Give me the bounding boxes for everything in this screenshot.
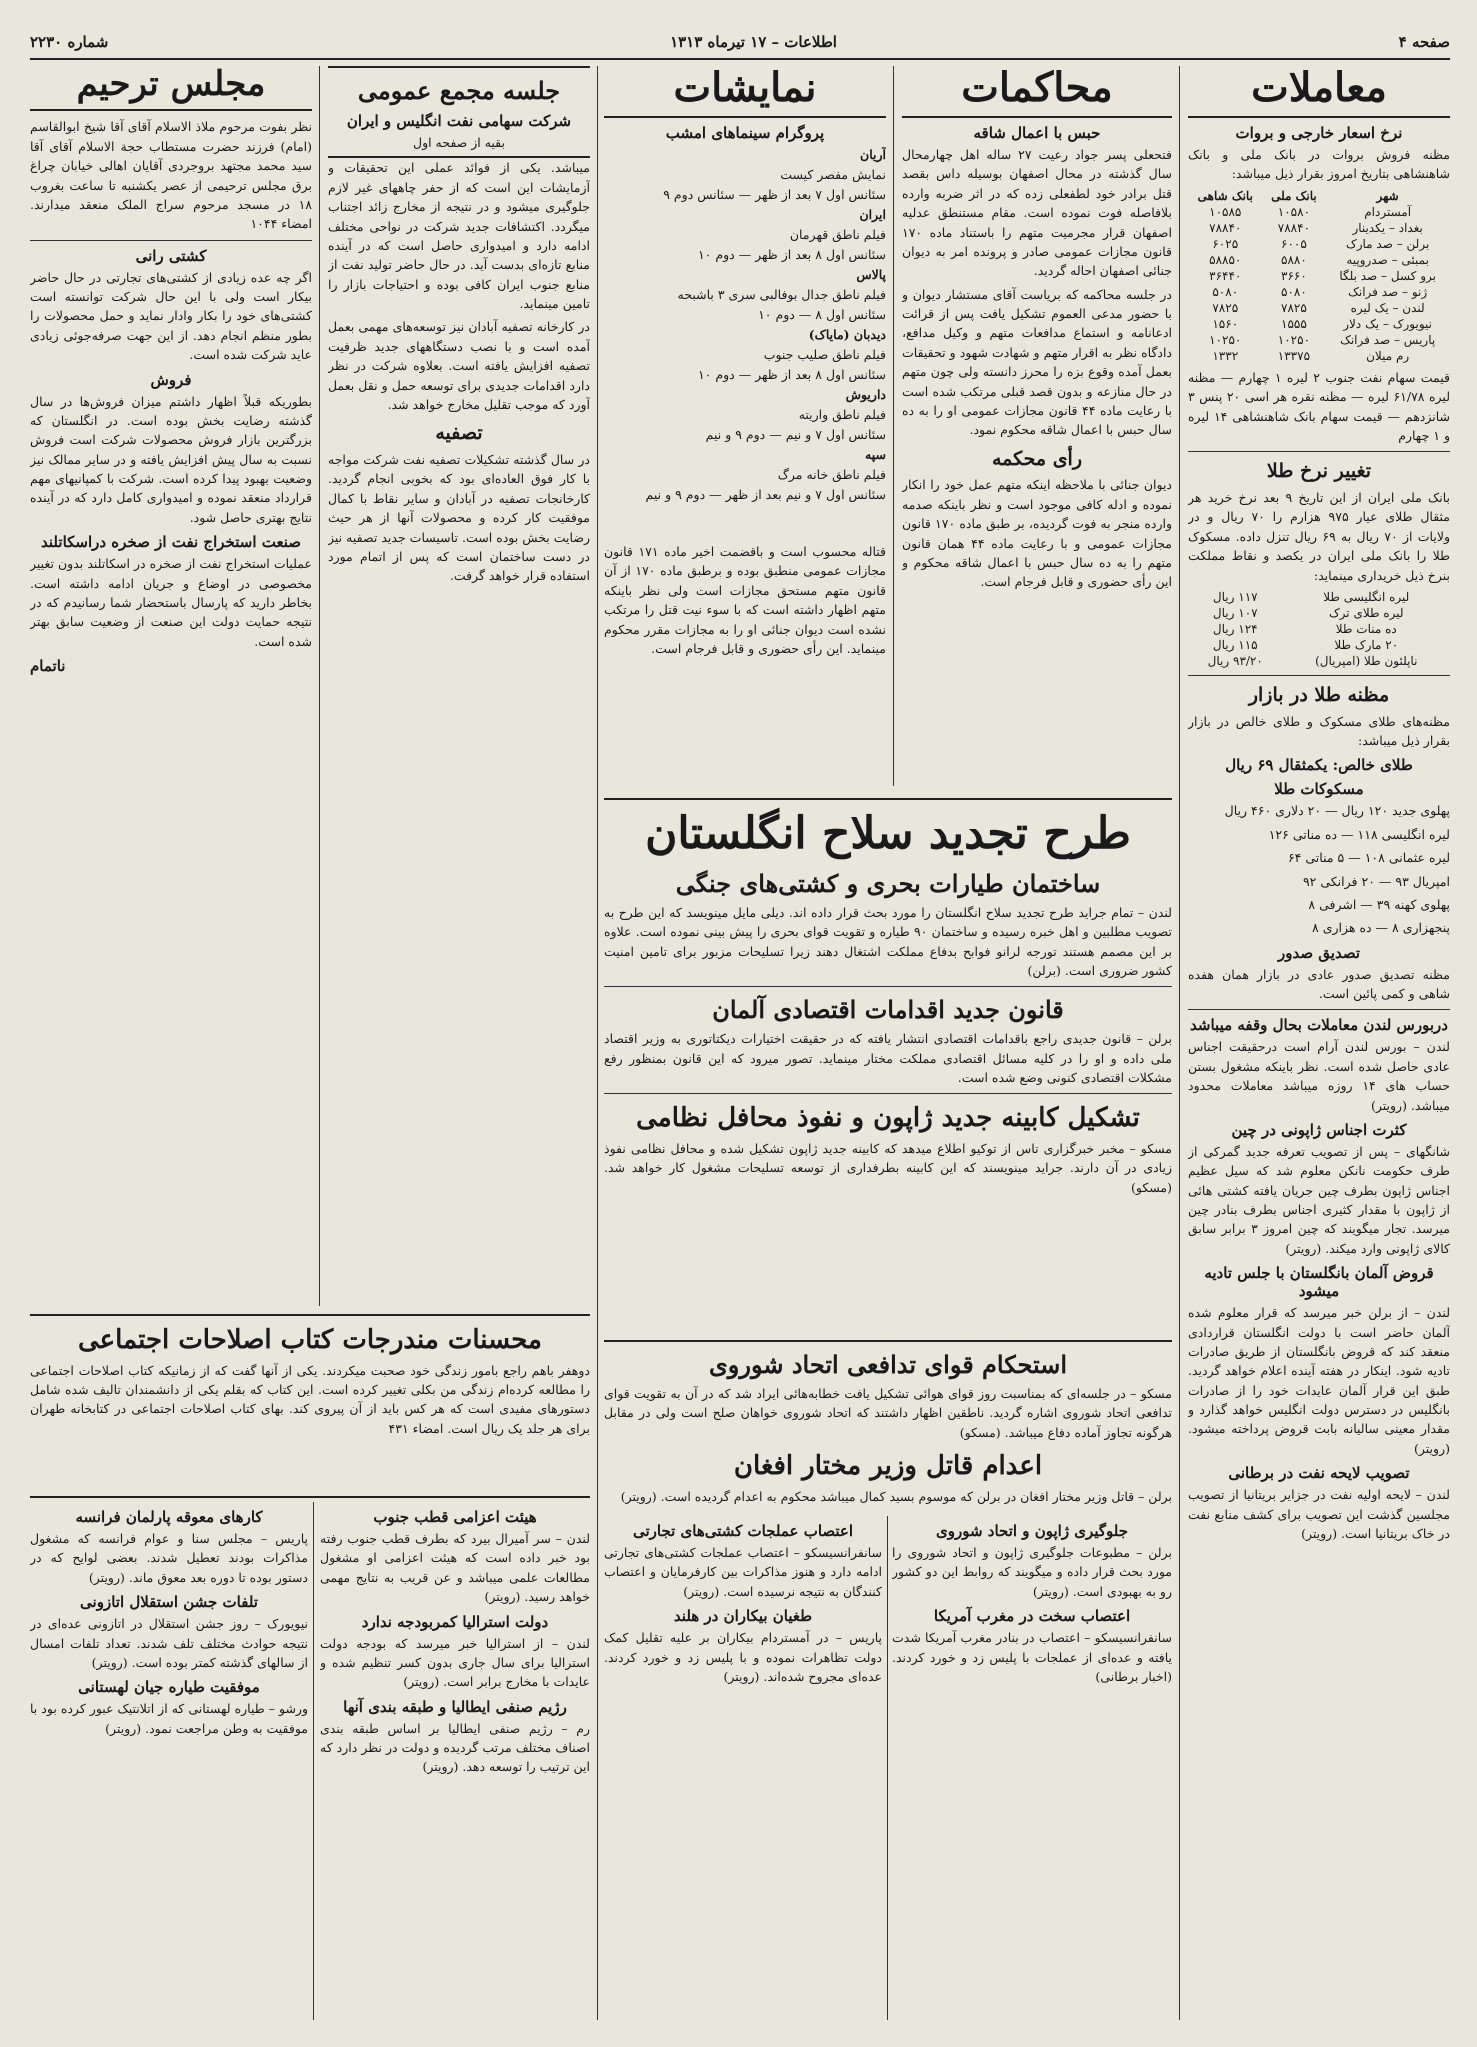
table-row [1188, 204, 1450, 220]
plane-title: موفقیت طیاره جیان لهستانی [78, 1678, 260, 1697]
table-cell: ۱۰۲۵۰ [1277, 332, 1311, 347]
italy-title: رژیم صنفی ایطالیا و طبقه بندی آنها [343, 1697, 567, 1716]
loan-text: لندن – از برلن خبر میرسد که قرار معلوم شده آلمان حاضر است با دولت انگلستان قراردادی منعقد کند که قروض بانگلستان از طریق صادرات تادیه شود. اینکار در هفته آینده اعلام خواهد گردید. طبق این قرار آلمان عایدات خود را از صادرات بانگلیس در دسترس دولت انگلیس خواهد گذارد و مقدار معینی سالیانه بابت قروض پرداخته میشود. (رویتر) [1188, 1305, 1450, 1456]
cinema-name: سپه [865, 447, 886, 462]
table-row [1188, 332, 1450, 348]
table-row [1188, 284, 1450, 300]
headline-text: لندن – تمام جراید طرح تجدید سلاح انگلستان را مورد بحث قرار داده اند. دیلی مایل مینویسد که این طرح به تصویب مطلبین و اهل خبره رسیده و ساختمان ۹۰ طیاره و تقویت قوای بحری را پیش بینی نموده است. علاوه بر این مصمم هستند تورجه لرانو فوابح بدفاع مملکت اشتغال دهند زیرا تسلیحات مزبور برای تامین امنیت کشور ضروری است. (برلن) [604, 904, 1172, 978]
japan-text: مسکو – مخبر خبرگزاری تاس از توکیو اطلاع میدهد که کابینه جدید ژاپون تشکیل شده و محافل نظامی نفوذ زیادی در آن دارند. جراید مینویسند که این کابینه بطرفداری از توسعه تسلیحات مشغول کار خواهد شد. (مسکو) [604, 1140, 1172, 1195]
paris-text: پاریس – مجلس سنا و عوام فرانسه که مشغول مذاکرات بودند تعطیل شدند. بعضی لوایح که در دستور بوده تا دوره بعد معوق ماند. (رویتر) [30, 1531, 308, 1585]
society-title: جلسه مجمع عمومی [357, 76, 561, 105]
coin-row: پهلوی جدید ۱۲۰ ریال — ۲۰ دلاری ۴۶۰ ریال [1224, 803, 1450, 819]
column-divider [313, 1502, 314, 2020]
column-divider [1179, 66, 1180, 2020]
bottom-news-far-left [30, 1502, 308, 2020]
table-row [1188, 316, 1450, 332]
divider [30, 240, 312, 241]
table-header: بانک ملی [1271, 188, 1317, 203]
page-header [30, 30, 1450, 54]
bourse-title: دربورس لندن معاملات بحال وقفه میباشد [1190, 1016, 1448, 1035]
paris-title: کارهای معوقه پارلمان فرانسه [75, 1508, 263, 1526]
case-title: حبس با اعمال شاقه [973, 124, 1101, 142]
industry-text: عملیات استخراج نفت از صخره در اسکاتلند بدون تغییر مخصوصی در اوضاع و جریان ادامه داشته است. بخاطر دارید که پارسال باستحضار شما رسانیدم که در نتیجه حمایت دولت این صنعت از وضعیت سابق بهتر شده است. [30, 556, 312, 649]
page-number-label: صفحه ۴ [1398, 33, 1450, 51]
society-continued: بقیه از صفحه اول [412, 135, 505, 150]
cert-text: مظنه تصدیق صدور عادی در بازار همان هفده شاهی و کمی پائین است. [1188, 966, 1450, 1001]
cinema-name: ایران [859, 207, 886, 222]
table-row [1188, 300, 1450, 316]
table-cell: ۱۲۴ ریال [1212, 621, 1258, 636]
bottom-news-right [892, 1516, 1172, 2020]
program-title: پروگرام سینماهای امشب [665, 124, 825, 142]
column-divider [887, 1516, 888, 2020]
divider [604, 1093, 1172, 1094]
table-row [1188, 252, 1450, 268]
cinema-times: سئانس اول ۷ بعد از ظهر — سئانس دوم ۹ [663, 187, 886, 202]
sale-title: فروش [150, 370, 192, 389]
cinema-times: سئانس اول ۸ — دوم ۱۰ [758, 307, 886, 322]
usa-title: اعتصاب سخت در مغرب آمریکا [933, 1607, 1131, 1626]
cinema-film: نمایش مفصر کیست [780, 167, 886, 182]
headline-block [604, 798, 1172, 1342]
table-cell: لندن – یک لیره [1350, 300, 1425, 315]
table-cell: ۱۵۶۰ [1212, 316, 1239, 331]
divider [1188, 1009, 1450, 1010]
table-row [1188, 621, 1450, 637]
oil-text: لندن – لایحه اولیه نفت در جزایر بریتانیا از تصویب مجلسین گذشت این تصویب برای کشف منابع نفت در خاک بریتانیا است. (رویتر) [1188, 1487, 1450, 1541]
ship-title: کشتی رانی [135, 246, 207, 265]
oil-title: تصویب لایحه نفت در برطانی [1228, 1464, 1410, 1483]
ship-text: اگر چه عده زیادی از کشتی‌های تجارتی در حال حاضر بیکار است ولی با این حال شرکت توانسته است کشتی‌های خود را بکار وادار نماید و حمل محصولات را بطور منظم انجام دهد. از این جهت صرفه‌جوئی زیادی عاید شرکت شده است. [30, 269, 312, 363]
table-cell: رم میلان [1366, 348, 1410, 363]
us-title: تلفات جشن استقلال اتازونی [80, 1593, 258, 1612]
column-divider [597, 66, 598, 2020]
table-header: شهر [1376, 188, 1399, 203]
memorial-title: مجلس ترحیم [30, 66, 312, 111]
table-row [1188, 589, 1450, 605]
table-row [1188, 268, 1450, 284]
coin-row: پهلوی کهنه ۳۹ — اشرفی ۸ [1308, 896, 1450, 912]
gold-title: تغییر نرخ طلا [1266, 460, 1372, 483]
table-cell: ۶۰۰۵ [1281, 236, 1307, 251]
table-cell: لیره انگلیسی طلا [1323, 589, 1410, 604]
table-cell: پاریس – صد فرانک [1340, 332, 1436, 347]
table-cell: ۱۰۷ ریال [1212, 605, 1258, 620]
loan-title: قروض آلمان بانگلستان با جلس تادیه میشود [1204, 1264, 1434, 1301]
us-text: نیویورک – روز جشن استقلال در اتازونی عده‌ای در نتیجه حوادث مختلف تلف شدند. تعداد تلفات امسال از سالهای گذشته کمتر بوده است. (رویتر) [30, 1616, 308, 1670]
econ-text: برلن – قانون جدیدی راجع باقدامات اقتصادی انتشار یافته که در حقیقت اختیارات دیکتاتوری به وزیر اقتصاد ملی داده و او را در کلیه مسائل اقتصادی مملکت مختار مینماید. تصور میرود که این قانون بمنظور رفع مشکلات اقتصادی کنونی وضع شده است. [604, 1031, 1172, 1086]
society-text: میباشد. یکی از فوائد عملی این تحقیقات و آزمایشات این است که از حفر چاههای غیر لازم جلوگیری میشود و در نتیجه از مخارج زائد اجتناب میگردد. اکتشافات جدید شرکت در نواحی مختلف ادامه دارد و امیدواری حاصل است که در آینده منابع تازه‌ای بدست آید. در حال حاضر تولید نفت از منابع جنوب ایران کافی بوده و احتیاجات بازار را تامین مینماید. [328, 160, 590, 311]
table-cell: ۹۳/۲۰ ریال [1207, 653, 1263, 668]
table-cell: ۵۸۸۰ [1281, 252, 1307, 267]
bottom-news-left [604, 1516, 882, 2020]
column-law-continuation [604, 542, 886, 792]
masthead-trials: محاکمات [902, 66, 1172, 118]
table-cell: ۷۸۲۵ [1212, 300, 1239, 315]
afghan-title: اعدام قاتل وزیر مختار افغان [733, 1451, 1043, 1482]
cinema-name: داریوش [845, 387, 886, 402]
unfinished-label: ناتمام [30, 657, 66, 676]
table-cell: بغداد – یکدینار [1352, 220, 1423, 235]
jap-title: جلوگیری ژاپون و اتحاد شوروی [936, 1522, 1128, 1540]
industry-title: صنعت استخراج نفت از صخره دراسکاتلند [41, 533, 301, 552]
column-trials [902, 66, 1172, 786]
unemp-text: پاریس – در آمستردام بیکاران بر علیه تقلیل کمک دولت تظاهرات نموده و با پلیس زد و خورد کردند. عده‌ای مجروح شده‌اند. (رویتر) [604, 1630, 882, 1684]
japan-title: تشکیل کابینه جدید ژاپون و نفوذ محافل نظامی [636, 1103, 1140, 1134]
cinema-name: دیدبان (مایاک) [808, 327, 886, 342]
table-cell: نیویورک – یک دلار [1343, 316, 1433, 331]
soviet-afghan-block [604, 1342, 1172, 1512]
exchange-text: مظنه فروش بروات در بانک ملی و بانک شاهنشاهی بتاریخ امروز بقرار ذیل میباشد: [1188, 147, 1450, 182]
table-cell: ژنو – صد فرانک [1348, 284, 1428, 299]
table-cell: ۱۰۵۸۰ [1277, 204, 1311, 219]
table-cell: ۵۰۸۰ [1281, 284, 1307, 299]
table-cell: برلن – صد مارک [1345, 236, 1430, 251]
table-cell: ۱۱۷ ریال [1212, 589, 1258, 604]
usa-text: سانفرانسیسکو – اعتصاب در بنادر مغرب آمریکا شدت یافته و عده‌ای از عملجات با پلیس زد و خورد کردند. (اخبار برطانی) [892, 1630, 1172, 1684]
gold-text: بانک ملی ایران از این تاریخ ۹ بعد نرخ خرید هر مثقال طلای عیار ۹۷۵ هزارم را ۷۰ ریال و در ولایات از ۷۰ ریال به ۶۹ ریال تنزل داده. مسکوک طلا را بانک ملی ایران در یکصد و نقاط مملکت بنرخ ذیل خریداری مینماید: [1188, 490, 1450, 583]
exchange-title: نرخ اسعار خارجی و بروات [1235, 124, 1403, 142]
cinema-name: آریان [860, 147, 886, 162]
soviet-text: مسکو – در جلسه‌ای که بمناسبت روز قوای هوائی تشکیل یافت خطابه‌هائی ایراد شد که در آن به تقویت قوای تدافعی اتحاد شوروی اشاره گردید. ناطقین اظهار داشتند که اتحاد شوروی خواهان صلح است ولی در مقابل هرگونه تجاوز آماده دفاع میباشد. (مسکو) [604, 1386, 1172, 1440]
cinema-entry [604, 325, 886, 385]
table-row [1188, 220, 1450, 236]
pure-gold-label: طلای خالص: یکمثقال ۶۹ ریال [1225, 756, 1413, 775]
goods-text: شانگهای – پس از تصویب تعرفه جدید گمرکی از طرف حکومت نانکن معلوم شد که سیل عظیم اجناس ژاپون بطرف چین جریان یافته کشتی هائی از ژاپون با مقدار کثیری اجناس بطرف بنادر چین میرسد. تجار میگویند که چین امروز ۳ برابر سابق کالای ژاپونی وارد میکند. (رویتر) [1188, 1143, 1450, 1256]
column-divider [319, 66, 320, 1306]
cinema-times: سئانس اول ۸ بعد از ظهر — دوم ۱۰ [697, 247, 886, 262]
pole-title: هیئت اعزامی قطب جنوب [373, 1508, 537, 1526]
society-header-box [328, 66, 590, 158]
table-cell: آمستردام [1364, 204, 1412, 219]
sale-text: بطوریکه قبلاً اظهار داشتم میزان فروش‌ها در سال گذشته رضایت بخش بوده است. در انگلستان که بزرگترین بازار فروش محصولات شرکت است فروش نسبت به سال پیش افزایش یافته و در سایر ممالک نیز وضعیت بهبود پیدا کرده است. شرکت با کمپانیهای مهم قرارداد منعقد نموده و امیدواری کامل دارد که در آینده نتایج بهتری حاصل شود. [30, 393, 312, 525]
cinema-entry [604, 205, 886, 265]
bottom-news-center [320, 1502, 590, 2020]
cinema-entry [604, 445, 886, 505]
cinema-entry [604, 145, 886, 205]
cinema-film: فیلم ناطق جدال بوفالبی سری ۳ باشبحه [677, 287, 886, 302]
reform-text: دوهفر باهم راجع بامور زندگی خود صحبت میکردند. یکی از آنها گفت که از زمانیکه کتاب اصلاحات اجتماعی را مطالعه کرده‌ام زندگی من بکلی تغییر کرده است. این کتاب که بقلم یکی از دانشمندان تالیف شده شامل دستورهای مفیدی است که هر کس باید از آن پیروی کند. بهای کتاب اصلاحات اجتماعی در کتابخانه طهران برای هر جلد یک ریال است. امضاء ۴۳۱ [30, 1362, 590, 1436]
cert-title: تصدیق صدور [1277, 943, 1361, 962]
table-cell: لیره طلای ترک [1328, 605, 1404, 620]
cinema-times: سئانس اول ۷ و نیم — دوم ۹ و نیم [705, 427, 886, 442]
table-cell: ۷۸۸۴۰ [1277, 220, 1311, 235]
divider [1188, 451, 1450, 452]
table-cell: ۶۰۲۵ [1212, 236, 1239, 251]
cinema-film: فیلم ناطق خانه مرگ [777, 467, 886, 482]
coin-row: امپریال ۹۳ — ۲۰ فرانکی ۹۲ [1302, 873, 1450, 889]
divider [1188, 675, 1450, 676]
refine-text: در سال گذشته تشکیلات تصفیه نفت شرکت مواجه با کار فوق العاده‌ای بود که بخوبی انجام گردید. کارخانجات تصفیه در آبادان و سایر نقاط با کمال موفقیت کار کرده و محصولات آنها از هر حیث رضایت بخش بوده است. تاسیسات جدید تصفیه نیز در دست ساختمان است که پس از اتمام مورد استفاده قرار خواهد گرفت. [328, 452, 590, 584]
headline-title: طرح تجدید سلاح انگلستان [645, 808, 1131, 859]
case-text: فتحعلی پسر جواد رعیت ۲۷ ساله اهل چهارمحال سال گذشته در محال اصفهان بوسیله داس بقصد قتل برادر خود لطفعلی زده که در اثر ضربه وارده بلافاصله فوت نموده است. مقام مستنطق عدلیه اصفهان قرار مجرمیت متهم را باستناد ماده ۱۷۰ قانون مجازات عمومی صادر و پرونده امر به دیوان جنائی اصفهان احاله گردید. [902, 147, 1172, 279]
divider [604, 986, 1172, 987]
reform-ad-box [30, 1314, 590, 1498]
table-cell: ۷۸۲۵ [1281, 300, 1307, 315]
econ-title: قانون جدید اقدامات اقتصادی آلمان [712, 995, 1064, 1025]
reform-title: محسنات مندرجات کتاب اصلاحات اجتماعی [78, 1325, 542, 1355]
paper-date-label: اطلاعات – ۱۷ تیرماه ۱۳۱۳ [670, 33, 837, 51]
column-society [328, 66, 590, 1306]
table-cell: ۱۰۵۸۵ [1209, 204, 1242, 219]
cinema-times: سئانس اول ۷ و نیم بعد از ظهر — دوم ۹ و نیم [645, 487, 886, 502]
exchange-table [1188, 188, 1450, 364]
memorial-text: نظر بفوت مرحوم ملاذ الاسلام آقای آقا شیخ ابوالقاسم (امام) فرزند حضرت مستطاب حجة الاسلام آقای آقا سید محمد مجتهد بروجردی آقایان اهالی خیابان چراغ برق مجلس ترحیمی از عصر یکشنبه تا ساعت بغروب ۱۸ در مسجد مرحوم سراج الملک منعقد میدارند. امضاء ۱۰۴۴ [30, 119, 312, 232]
table-row [1188, 653, 1450, 669]
cinema-name: پالاس [856, 267, 886, 282]
cinema-film: فیلم ناطق صلیب جنوب [763, 347, 886, 362]
market-text: مظنه‌های طلای مسکوک و طلای خالص در بازار بقرار ذیل میباشد: [1188, 713, 1450, 748]
table-cell: ۵۸۸۵۰ [1209, 252, 1242, 267]
table-row [1188, 236, 1450, 252]
bourse-text: لندن – بورس لندن آرام است درحقیقت اجناس عادی حاصل شده است. نظر باینکه مشغول بستن حساب های ۱۴ روزه میباشد معاملات محدود میباشد. (رویتر) [1188, 1039, 1450, 1113]
gold-table [1188, 589, 1450, 669]
table-cell: ۳۶۶۰ [1281, 268, 1307, 283]
masthead-trade: معاملات [1188, 66, 1450, 118]
coin-row: لیره انگلیسی ۱۱۸ — ده مناتی ۱۲۶ [1268, 826, 1450, 842]
coin-row: پنجهزاری ۸ — ده هزاری ۸ [1312, 920, 1450, 936]
table-row [1188, 348, 1450, 364]
table-cell: ناپلئون طلا (امپریال) [1315, 653, 1418, 668]
exchange-footer: قیمت سهام نفت جنوب ۲ لیره ۱ چهارم — مظنه لیره ۶۱/۷۸ لیره — مظنه نقره هر اسی ۲۰ پنس ۳ شانزدهم — قیمت سهام بانک شاهنشاهی ۱۴ لیره و ۱ چهارم [1188, 369, 1450, 443]
goods-title: کثرت اجناس ژاپونی در چین [1231, 1120, 1407, 1139]
refine-title: تصفیه [435, 422, 483, 445]
society-text: در کارخانه تصفیه آبادان نیز توسعه‌های مهمی بعمل آمده است و با نصب دستگاههای جدید ظرفیت تصفیه افزایش یافته است. بعلاوه شرکت در نظر دارد اقدامات جدیدی برای توسعه حمل و نقل بعمل آورد که موجب تقلیل مخارج خواهد شد. [328, 319, 590, 412]
table-cell: ۵۰۸۰ [1212, 284, 1239, 299]
table-cell: ۱۵۵۵ [1281, 316, 1307, 331]
soviet-title: استحکام قوای تدافعی اتحاد شوروی [709, 1350, 1067, 1379]
society-subtitle: شرکت سهامی نفت انگلیس و ایران [346, 112, 572, 130]
table-cell: ۷۸۸۴۰ [1209, 220, 1242, 235]
table-cell: بمبئی – صدروپیه [1346, 252, 1429, 267]
headline-subtitle: ساختمان طیارات بحری و کشتی‌های جنگی [675, 868, 1101, 898]
table-header: بانک شاهی [1197, 188, 1253, 203]
case-text: در جلسه محاکمه که بریاست آقای مستشار دیوان و با حضور مدعی العموم تشکیل یافت پس از قرائت ادعانامه و استماع مدافعات متهم و وکیل مدافع، دادگاه نظر به اقرار متهم و شهادت شهود و تحقیقات بعمل آمده وقوع بزه را محرز دانسته ولی چون متهم در حال منازعه و بدون قصد قبلی مرتکب شده است با رعایت ماده ۴۴ قانون مجازات عمومی او را به ده سال حبس با اعمال شاقه محکوم نمود. [902, 286, 1172, 438]
italy-text: رم – رژیم صنفی ایطالیا بر اساس طبقه بندی اصناف مختلف مرتب گردیده و دولت در نظر دارد که این ترتیب را توسعه دهد. (رویتر) [320, 1720, 590, 1775]
afghan-text: برلن – قاتل وزیر مختار افغان در برلن که موسوم بسید کمال میباشد محکوم به اعدام گردیده است. (رویتر) [620, 1488, 1172, 1504]
issue-number-label: شماره ۲۲۳۰ [30, 33, 109, 51]
market-title: مظنه طلا در بازار [1248, 683, 1390, 706]
table-cell: ۱۰۲۵۰ [1209, 332, 1242, 347]
cinema-film: فیلم ناطق واریته [798, 407, 886, 422]
unemp-title: طغیان بیکاران در هلند [673, 1607, 813, 1626]
table-cell: ۳۶۴۴۰ [1209, 268, 1242, 283]
masthead-shows: نمایشات [604, 66, 886, 118]
table-cell: ۱۳۳۷۵ [1277, 348, 1311, 363]
column-divider [893, 66, 894, 786]
verdict-text: دیوان جنائی با ملاحظه اینکه متهم عمل خود را انکار نموده و ادله کافی موجود است و نظر باینکه صدمه وارده منجر به فوت گردیده، بر طبق ماده ۱۷۰ قانون مجازات عمومی و با رعایت ماده ۴۴ همان قانون متهم را به ده سال حبس با اعمال شاقه محکوم و این رأی حضوری و قابل فرجام است. [902, 477, 1172, 590]
table-cell: ۲۰ مارک طلا [1334, 637, 1399, 652]
law-text: قتاله محسوب است و باقضمت اخیر ماده ۱۷۱ قانون مجازات عمومی منطبق بوده و برطبق ماده ۱۷۰ از آن قانون متهم مستحق مجازات است ولی نظر باینکه متهم اظهار داشته است که با سوء نیت قتل را مرتکب نشده است دیوان جنائی او را به مجازات مقرر محکوم مینماید. این رأی حضوری و قابل فرجام است. [604, 544, 886, 656]
column-shows [604, 66, 886, 536]
strike-title: اعتصاب عملجات کشتی‌های تجارتی [632, 1522, 854, 1540]
table-cell: ۱۱۵ ریال [1212, 637, 1258, 652]
plane-text: ورشو – طیاره لهستانی که از اتلانتیک عبور کرده بود با موفقیت به وطن مراجعت نمود. (رویتر) [30, 1701, 308, 1736]
table-row [1188, 637, 1450, 653]
newspaper-page [30, 30, 1450, 2020]
cinema-entry [604, 265, 886, 325]
jap-text: برلن – مطبوعات جلوگیری ژاپون و اتحاد شوروی را مورد بحث قرار داده و میگویند که روابط این دو کشور رو به بهبودی است. (رویتر) [892, 1545, 1172, 1599]
column-trade [1188, 66, 1450, 2020]
verdict-title: رأی محکمه [991, 447, 1083, 470]
cinema-times: سئانس اول ۸ بعد از ظهر — دوم ۱۰ [697, 367, 886, 382]
table-row [1188, 605, 1450, 621]
table-cell: ۱۳۳۲ [1212, 348, 1239, 363]
coin-row: لیره عثمانی ۱۰۸ — ۵ مناتی ۶۴ [1287, 850, 1450, 866]
table-cell: برو کسل – صد بلگا [1339, 268, 1436, 283]
cinema-entry [604, 385, 886, 445]
coins-title: مسکوکات طلا [1274, 780, 1364, 799]
pole-text: لندن – سر آمیرال بیرد که بطرف قطب جنوب رفته بود خبر داده است که هیئت اعزامی او مشغول مطالعات علمی میباشد و عن قریب به نتایج مهمی خواهد رسید. (رویتر) [320, 1531, 590, 1605]
column-memorial [30, 66, 312, 1306]
header-rule [30, 58, 1450, 60]
cinema-film: فیلم ناطق قهرمان [789, 227, 886, 242]
aus-text: لندن – از استرالیا خبر میرسد که بودجه دولت استرالیا برای سال جاری بدون کسر تنظیم شده و عایدات با مخارج برابر است. (رویتر) [320, 1635, 590, 1690]
table-cell: ده منات طلا [1335, 621, 1397, 636]
aus-title: دولت استرالیا کمربودجه ندارد [361, 1612, 549, 1631]
strike-text: سانفرانسیسکو – اعتصاب عملجات کشتی‌های تجارتی ادامه دارد و هنوز مذاکرات بین کارفرمایان و اعتصاب کنندگان به نتیجه نرسیده است. (رویتر) [604, 1545, 882, 1599]
